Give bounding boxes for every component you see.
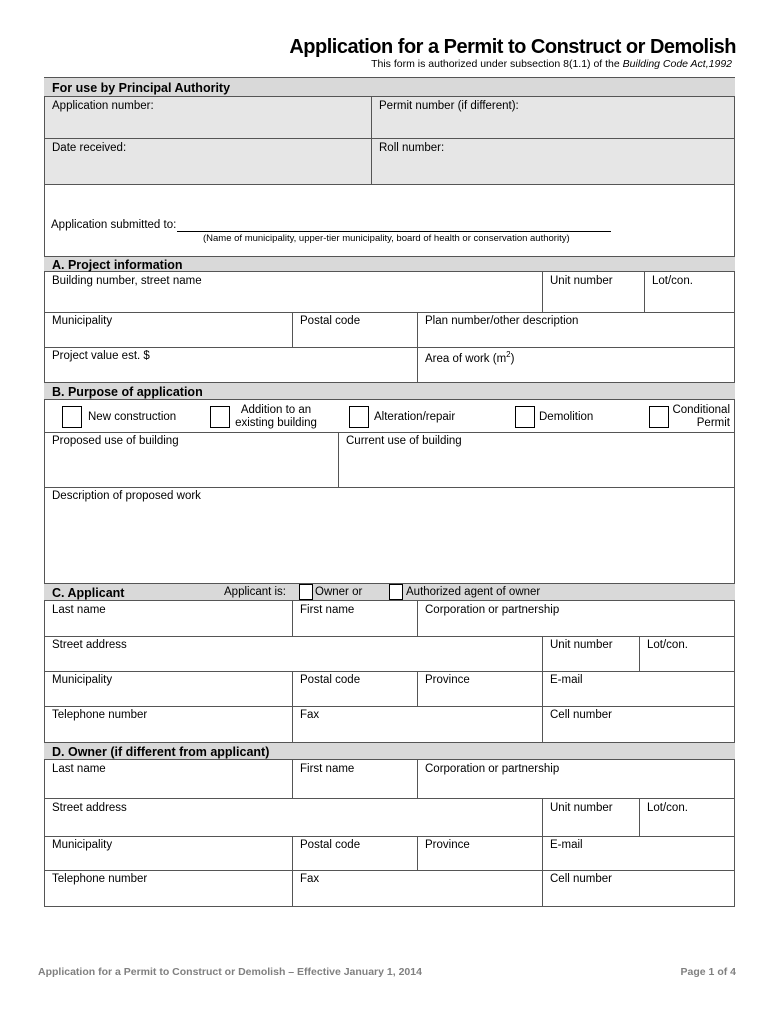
purpose-heading: B. Purpose of application [52, 385, 203, 399]
owner-lot-con-field[interactable] [640, 799, 734, 836]
applicant-fax-field[interactable] [293, 706, 541, 742]
owner-unit-number-label: Unit number [550, 802, 613, 814]
current-use-label: Current use of building [346, 435, 462, 447]
addition-label [232, 404, 320, 430]
applicant-unit-number-label: Unit number [550, 639, 613, 651]
project-unit-number-label: Unit number [550, 275, 613, 287]
principal-authority-header [44, 77, 735, 97]
project-info-heading: A. Project information [52, 258, 183, 272]
applicant-cell-field[interactable] [543, 706, 734, 742]
applicant-telephone-field[interactable] [45, 706, 292, 742]
roll-number-field[interactable] [372, 139, 734, 184]
applicant-lot-con-field[interactable] [640, 636, 734, 671]
authority-note-text: This form is authorized under subsection 8(1.1) of the [371, 58, 623, 70]
form-authority-note [0, 58, 732, 70]
area-unit-superscript: 2 [506, 350, 511, 359]
owner-telephone-field[interactable] [45, 870, 292, 906]
applicant-municipality-field[interactable] [45, 671, 292, 706]
owner-cell-label: Cell number [550, 873, 612, 885]
owner-last-name-field[interactable] [45, 760, 292, 798]
submitted-to-note: (Name of municipality, upper-tier municipality, board of health or conservation authority) [203, 233, 570, 244]
owner-fax-field[interactable] [293, 870, 541, 906]
owner-municipality-field[interactable] [45, 836, 292, 870]
submitted-to-input[interactable] [177, 231, 611, 232]
area-of-work-label: Area of work (m [425, 352, 507, 365]
project-value-label: Project value est. $ [52, 350, 150, 362]
application-number-label: Application number: [52, 100, 154, 112]
owner-lot-con-label: Lot/con. [647, 802, 688, 814]
owner-postal-code-label: Postal code [300, 839, 361, 851]
building-street-label: Building number, street name [52, 275, 202, 287]
roll-number-label: Roll number: [379, 142, 445, 154]
project-unit-number-field[interactable] [543, 272, 644, 312]
applicant-email-label: E-mail [550, 674, 583, 686]
new-construction-label: New construction [88, 411, 177, 423]
applicant-postal-code-label: Postal code [300, 674, 361, 686]
purpose-header [44, 382, 735, 400]
owner-first-name-field[interactable] [293, 760, 417, 798]
applicant-province-field[interactable] [418, 671, 541, 706]
owner-municipality-label: Municipality [52, 839, 113, 851]
plan-number-label: Plan number/other description [425, 315, 579, 327]
applicant-last-name-field[interactable] [45, 601, 292, 636]
owner-corporation-label: Corporation or partnership [425, 763, 560, 775]
applicant-lot-con-label: Lot/con. [647, 639, 688, 651]
applicant-first-name-label: First name [300, 604, 355, 616]
proposed-use-field[interactable] [45, 432, 337, 487]
addition-checkbox[interactable] [210, 406, 230, 428]
addition-label-line1: Addition to an [240, 404, 312, 416]
principal-authority-heading: For use by Principal Authority [52, 81, 231, 95]
alteration-label: Alteration/repair [374, 411, 456, 423]
owner-header [44, 742, 735, 760]
project-postal-code-field[interactable] [293, 312, 417, 347]
date-received-field[interactable] [45, 139, 371, 184]
applicant-email-field[interactable] [543, 671, 734, 706]
footer-form-title: Application for a Permit to Construct or Demolish – Effective January 1, 2014 [38, 966, 422, 978]
permit-number-label: Permit number (if different): [379, 100, 519, 112]
agent-checkbox[interactable] [389, 584, 403, 600]
plan-number-field[interactable] [418, 312, 734, 347]
project-value-field[interactable] [45, 347, 416, 382]
owner-heading: D. Owner (if different from applicant) [52, 745, 270, 759]
project-info-header [44, 256, 735, 272]
alteration-checkbox[interactable] [349, 406, 369, 428]
current-use-field[interactable] [339, 432, 734, 487]
owner-telephone-label: Telephone number [52, 873, 148, 885]
applicant-is-label: Applicant is: [224, 586, 287, 598]
project-postal-code-label: Postal code [300, 315, 361, 327]
owner-fax-label: Fax [300, 873, 320, 885]
project-municipality-field[interactable] [45, 312, 292, 347]
page-title: Application for a Permit to Construct or Demolish [289, 36, 736, 58]
applicant-unit-number-field[interactable] [543, 636, 638, 671]
applicant-fax-label: Fax [300, 709, 320, 721]
page-number: Page 1 of 4 [680, 966, 736, 978]
owner-first-name-label: First name [300, 763, 355, 775]
applicant-municipality-label: Municipality [52, 674, 113, 686]
project-lot-con-field[interactable] [645, 272, 735, 312]
new-construction-checkbox[interactable] [62, 406, 82, 428]
conditional-permit-label [660, 404, 730, 430]
owner-email-field[interactable] [543, 836, 734, 870]
application-number-field[interactable] [45, 97, 371, 138]
authority-act-name: Building Code Act,1992 [622, 58, 732, 70]
applicant-province-label: Province [425, 674, 470, 686]
applicant-street-label: Street address [52, 639, 127, 651]
owner-or-label: Owner or [315, 586, 363, 598]
submitted-to-label: Application submitted to: [51, 219, 177, 231]
owner-postal-code-field[interactable] [293, 836, 417, 870]
project-municipality-label: Municipality [52, 315, 113, 327]
area-close-paren: ) [510, 352, 515, 365]
applicant-heading: C. Applicant [52, 586, 125, 600]
owner-email-label: E-mail [550, 839, 583, 851]
project-lot-con-label: Lot/con. [652, 275, 693, 287]
addition-label-line2: existing building [235, 417, 317, 429]
owner-province-field[interactable] [418, 836, 541, 870]
date-received-label: Date received: [52, 142, 127, 154]
applicant-street-field[interactable] [45, 636, 541, 671]
applicant-corporation-label: Corporation or partnership [425, 604, 560, 616]
demolition-label: Demolition [539, 411, 594, 423]
applicant-last-name-label: Last name [52, 604, 106, 616]
conditional-label-line2: Permit [696, 417, 730, 429]
permit-number-field[interactable] [372, 97, 734, 138]
owner-unit-number-field[interactable] [543, 799, 638, 836]
description-label: Description of proposed work [52, 490, 201, 502]
building-street-field[interactable] [45, 272, 542, 312]
agent-label: Authorized agent of owner [406, 586, 541, 598]
owner-street-field[interactable] [45, 799, 541, 836]
owner-cell-field[interactable] [543, 870, 734, 906]
applicant-corporation-field[interactable] [418, 601, 734, 636]
applicant-postal-code-field[interactable] [293, 671, 417, 706]
applicant-cell-label: Cell number [550, 709, 612, 721]
applicant-telephone-label: Telephone number [52, 709, 148, 721]
applicant-first-name-field[interactable] [293, 601, 417, 636]
owner-province-label: Province [425, 839, 470, 851]
area-of-work-field[interactable] [418, 347, 734, 382]
owner-last-name-label: Last name [52, 763, 106, 775]
owner-corporation-field[interactable] [418, 760, 734, 798]
proposed-use-label: Proposed use of building [52, 435, 179, 447]
demolition-checkbox[interactable] [515, 406, 535, 428]
conditional-label-line1: Conditional [672, 404, 730, 416]
owner-street-label: Street address [52, 802, 127, 814]
description-field[interactable] [45, 487, 734, 583]
owner-checkbox[interactable] [299, 584, 313, 600]
